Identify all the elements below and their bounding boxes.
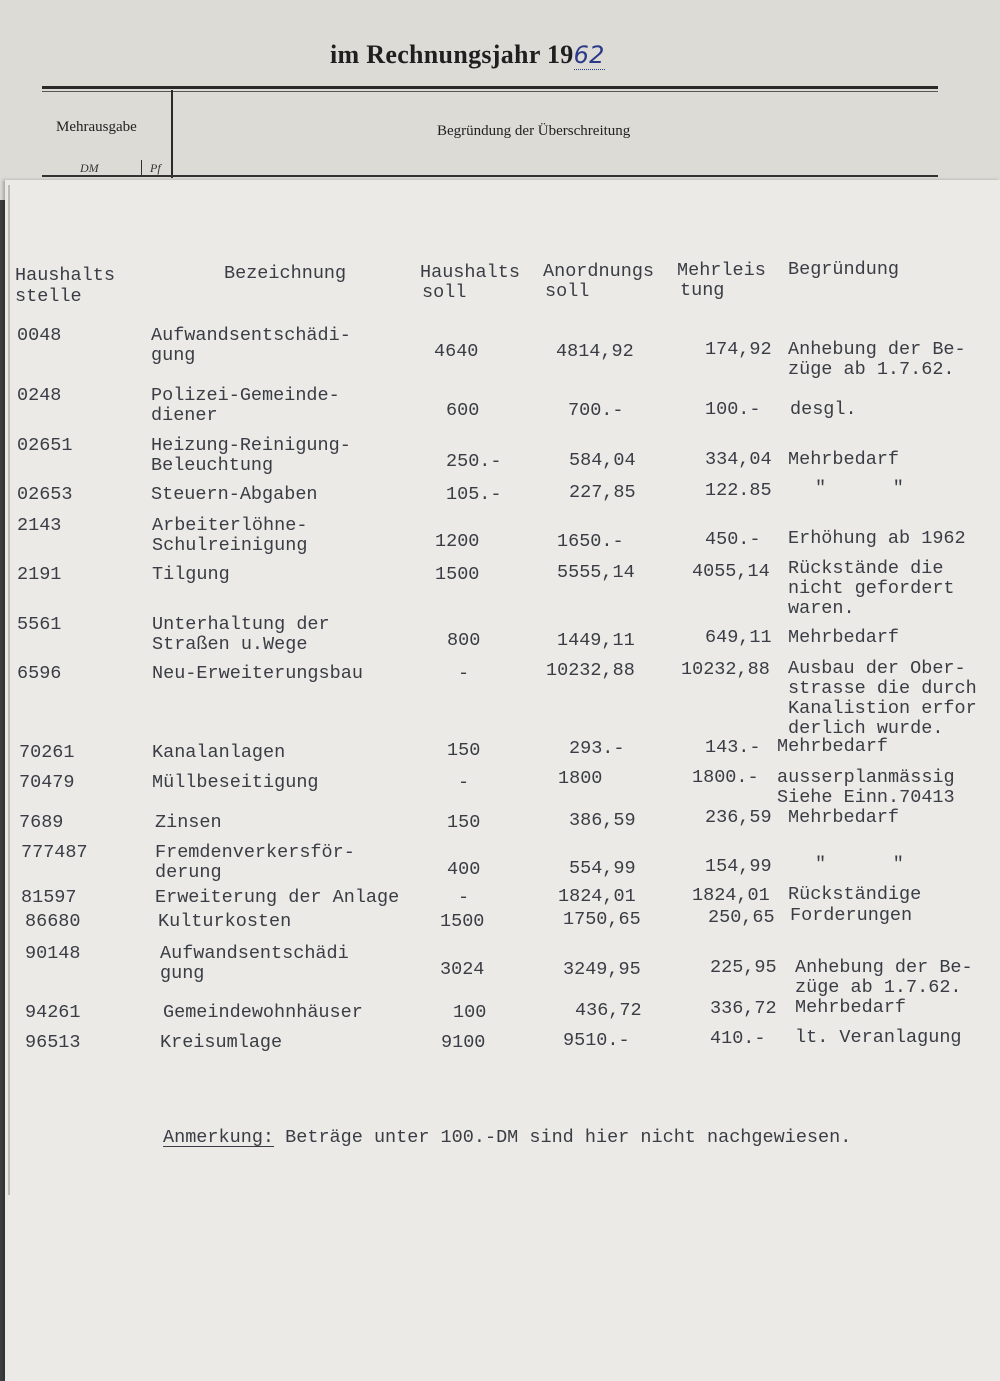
- cell-anordnungssoll: 554,99: [569, 858, 636, 879]
- footnote-text: Beträge unter 100.-DM sind hier nicht nachgewiesen.: [274, 1127, 852, 1148]
- cell-anordnungssoll: 3249,95: [563, 959, 641, 980]
- cell-mehrleistung: 250,65: [708, 907, 775, 928]
- cell-haushaltssoll: -: [458, 772, 470, 793]
- cell-haushaltssoll: 1500: [435, 564, 480, 585]
- cell-bezeichnung: Schulreinigung: [152, 535, 308, 556]
- cell-anordnungssoll: 227,85: [569, 482, 636, 503]
- cell-begruendung: Mehrbedarf: [777, 736, 889, 757]
- cell-begruendung: " ": [815, 854, 904, 875]
- col-header-begruendung-ueberschreitung: Begründung der Überschreitung: [437, 123, 631, 139]
- cell-mehrleistung: 174,92: [705, 339, 772, 360]
- header-rule-thin: [42, 91, 938, 92]
- cell-haushaltssoll: 600: [446, 400, 480, 421]
- cell-begruendung: waren.: [788, 598, 855, 619]
- cell-anordnungssoll: 9510.-: [563, 1030, 630, 1051]
- cell-mehrleistung: 236,59: [705, 807, 772, 828]
- cell-bezeichnung: Beleuchtung: [151, 455, 274, 476]
- cell-haushaltssoll: 4640: [434, 341, 479, 362]
- cell-begruendung: Kanalistion erfor: [788, 698, 977, 719]
- cell-mehrleistung: 450.-: [705, 529, 761, 550]
- cell-anordnungssoll: 10232,88: [546, 660, 635, 681]
- cell-begruendung: Rückstände die: [788, 558, 944, 579]
- cell-begruendung: Ausbau der Ober-: [788, 658, 966, 679]
- footnote: [163, 1128, 851, 1148]
- cell-mehrleistung: 4055,14: [692, 561, 770, 582]
- cell-begruendung: Erhöhung ab 1962: [788, 528, 966, 549]
- cell-anordnungssoll: 386,59: [569, 810, 636, 831]
- th-mehrleistung-2: tung: [680, 280, 725, 301]
- cell-bezeichnung: Unterhaltung der: [152, 614, 330, 635]
- cell-bezeichnung: Aufwandsentschädi: [160, 943, 349, 964]
- cell-bezeichnung: Kulturkosten: [158, 911, 292, 932]
- th-begruendung: Begründung: [788, 259, 900, 280]
- handwritten-year: 62: [573, 41, 605, 69]
- cell-begruendung: Mehrbedarf: [795, 997, 907, 1018]
- cell-begruendung: Anhebung der Be-: [788, 339, 966, 360]
- cell-haushaltssoll: 1500: [440, 911, 485, 932]
- cell-bezeichnung: Straßen u.Wege: [152, 634, 308, 655]
- cell-begruendung: Rückständige: [788, 884, 922, 905]
- th-haushaltssoll-2: soll: [422, 282, 467, 303]
- cell-bezeichnung: Polizei-Gemeinde-: [151, 385, 340, 406]
- cell-haushaltsstelle: 70261: [19, 742, 75, 763]
- cell-anordnungssoll: 1650.-: [557, 531, 624, 552]
- cell-bezeichnung: Gemeindewohnhäuser: [163, 1002, 363, 1023]
- cell-haushaltssoll: 105.-: [446, 484, 502, 505]
- cell-anordnungssoll: 1824,01: [558, 886, 636, 907]
- cell-bezeichnung: gung: [151, 345, 196, 366]
- cell-mehrleistung: 649,11: [705, 627, 772, 648]
- cell-haushaltsstelle: 86680: [25, 911, 81, 932]
- header-rule-thick: [42, 86, 938, 89]
- th-anordnungssoll-1: Anordnungs: [543, 261, 655, 282]
- cell-begruendung: Mehrbedarf: [788, 627, 900, 648]
- th-haushaltsstelle-2: stelle: [15, 286, 82, 307]
- cell-mehrleistung: 122.85: [705, 480, 772, 501]
- cell-begruendung: ausserplanmässig: [777, 767, 955, 788]
- cell-bezeichnung: Neu-Erweiterungsbau: [152, 663, 363, 684]
- cell-haushaltssoll: 150: [447, 740, 481, 761]
- cell-haushaltsstelle: 0248: [17, 385, 62, 406]
- cell-haushaltsstelle: 7689: [19, 812, 64, 833]
- cell-begruendung: Mehrbedarf: [788, 449, 900, 470]
- cell-bezeichnung: Fremdenverkersför-: [155, 842, 355, 863]
- cell-bezeichnung: gung: [160, 963, 205, 984]
- cell-haushaltssoll: 400: [447, 859, 481, 880]
- cell-anordnungssoll: 5555,14: [557, 562, 635, 583]
- footnote-label: Anmerkung:: [163, 1127, 275, 1148]
- cell-haushaltsstelle: 02653: [17, 484, 73, 505]
- cell-mehrleistung: 410.-: [710, 1028, 766, 1049]
- cell-mehrleistung: 334,04: [705, 449, 772, 470]
- cell-haushaltssoll: 3024: [440, 959, 485, 980]
- cell-anordnungssoll: 584,04: [569, 450, 636, 471]
- title-text: im Rechnungsjahr 19: [330, 40, 574, 69]
- th-mehrleistung-1: Mehrleis: [677, 260, 766, 281]
- cell-bezeichnung: Aufwandsentschädi-: [151, 325, 351, 346]
- cell-bezeichnung: Zinsen: [155, 812, 222, 833]
- cell-mehrleistung: 154,99: [705, 856, 772, 877]
- cell-anordnungssoll: 4814,92: [556, 341, 634, 362]
- header-column-divider: [171, 90, 173, 178]
- sub-header-dm: DM: [80, 161, 99, 175]
- cell-mehrleistung: 1800.-: [692, 767, 759, 788]
- cell-begruendung: nicht gefordert: [788, 578, 955, 599]
- cell-mehrleistung: 10232,88: [681, 659, 770, 680]
- th-haushaltssoll-1: Haushalts: [420, 262, 520, 283]
- cell-haushaltsstelle: 81597: [21, 887, 77, 908]
- cell-begruendung: desgl.: [790, 399, 857, 420]
- cell-bezeichnung: Tilgung: [152, 564, 230, 585]
- cell-mehrleistung: 100.-: [705, 399, 761, 420]
- cell-haushaltssoll: -: [458, 887, 470, 908]
- cell-haushaltssoll: 100: [453, 1002, 487, 1023]
- cell-haushaltsstelle: 2191: [17, 564, 62, 585]
- cell-bezeichnung: Erweiterung der Anlage: [155, 887, 400, 908]
- cell-bezeichnung: Arbeiterlöhne-: [152, 515, 308, 536]
- sub-header-divider: [141, 160, 142, 176]
- cell-haushaltssoll: 250.-: [446, 451, 502, 472]
- cell-anordnungssoll: 1750,65: [563, 909, 641, 930]
- cell-bezeichnung: Kreisumlage: [160, 1032, 283, 1053]
- cell-haushaltsstelle: 70479: [19, 772, 75, 793]
- sheet-edge: [8, 185, 10, 1195]
- cell-begruendung: lt. Veranlagung: [795, 1027, 962, 1048]
- cell-haushaltssoll: 1200: [435, 531, 480, 552]
- cell-anordnungssoll: 1449,11: [557, 630, 635, 651]
- header-rule-bottom: [42, 175, 938, 177]
- sub-header-pf: Pf: [150, 161, 161, 175]
- page-title: [330, 40, 605, 70]
- th-haushaltsstelle-1: Haushalts: [15, 265, 115, 286]
- cell-anordnungssoll: 1800: [558, 768, 603, 789]
- cell-begruendung: Forderungen: [790, 905, 913, 926]
- cell-haushaltssoll: -: [458, 663, 470, 684]
- cell-bezeichnung: Heizung-Reinigung-: [151, 435, 351, 456]
- cell-begruendung: züge ab 1.7.62.: [788, 359, 955, 380]
- cell-haushaltsstelle: 90148: [25, 943, 81, 964]
- cell-bezeichnung: Müllbeseitigung: [152, 772, 319, 793]
- cell-begruendung: derlich wurde.: [788, 718, 944, 739]
- cell-haushaltsstelle: 777487: [21, 842, 88, 863]
- cell-haushaltssoll: 150: [447, 812, 481, 833]
- cell-mehrleistung: 1824,01: [692, 885, 770, 906]
- cell-haushaltsstelle: 5561: [17, 614, 62, 635]
- cell-anordnungssoll: 700.-: [568, 400, 624, 421]
- cell-haushaltsstelle: 94261: [25, 1002, 81, 1023]
- cell-begruendung: züge ab 1.7.62.: [795, 977, 962, 998]
- th-bezeichnung: Bezeichnung: [224, 263, 347, 284]
- cell-haushaltsstelle: 96513: [25, 1032, 81, 1053]
- cell-mehrleistung: 143.-: [705, 737, 761, 758]
- cell-haushaltsstelle: 2143: [17, 515, 62, 536]
- cell-bezeichnung: diener: [151, 405, 218, 426]
- cell-begruendung: strasse die durch: [788, 678, 977, 699]
- cell-begruendung: " ": [815, 478, 904, 499]
- cell-mehrleistung: 336,72: [710, 998, 777, 1019]
- cell-begruendung: Anhebung der Be-: [795, 957, 973, 978]
- cell-anordnungssoll: 293.-: [569, 738, 625, 759]
- cell-haushaltsstelle: 6596: [17, 663, 62, 684]
- cell-bezeichnung: Kanalanlagen: [152, 742, 286, 763]
- cell-haushaltsstelle: 0048: [17, 325, 62, 346]
- cell-bezeichnung: derung: [155, 862, 222, 883]
- cell-begruendung: Siehe Einn.70413: [777, 787, 955, 808]
- th-anordnungssoll-2: soll: [545, 281, 590, 302]
- cell-mehrleistung: 225,95: [710, 957, 777, 978]
- cell-haushaltsstelle: 02651: [17, 435, 73, 456]
- cell-anordnungssoll: 436,72: [575, 1000, 642, 1021]
- cell-begruendung: Mehrbedarf: [788, 807, 900, 828]
- cell-bezeichnung: Steuern-Abgaben: [151, 484, 318, 505]
- cell-haushaltssoll: 800: [447, 630, 481, 651]
- col-header-mehrausgabe: Mehrausgabe: [56, 119, 137, 135]
- cell-haushaltssoll: 9100: [441, 1032, 486, 1053]
